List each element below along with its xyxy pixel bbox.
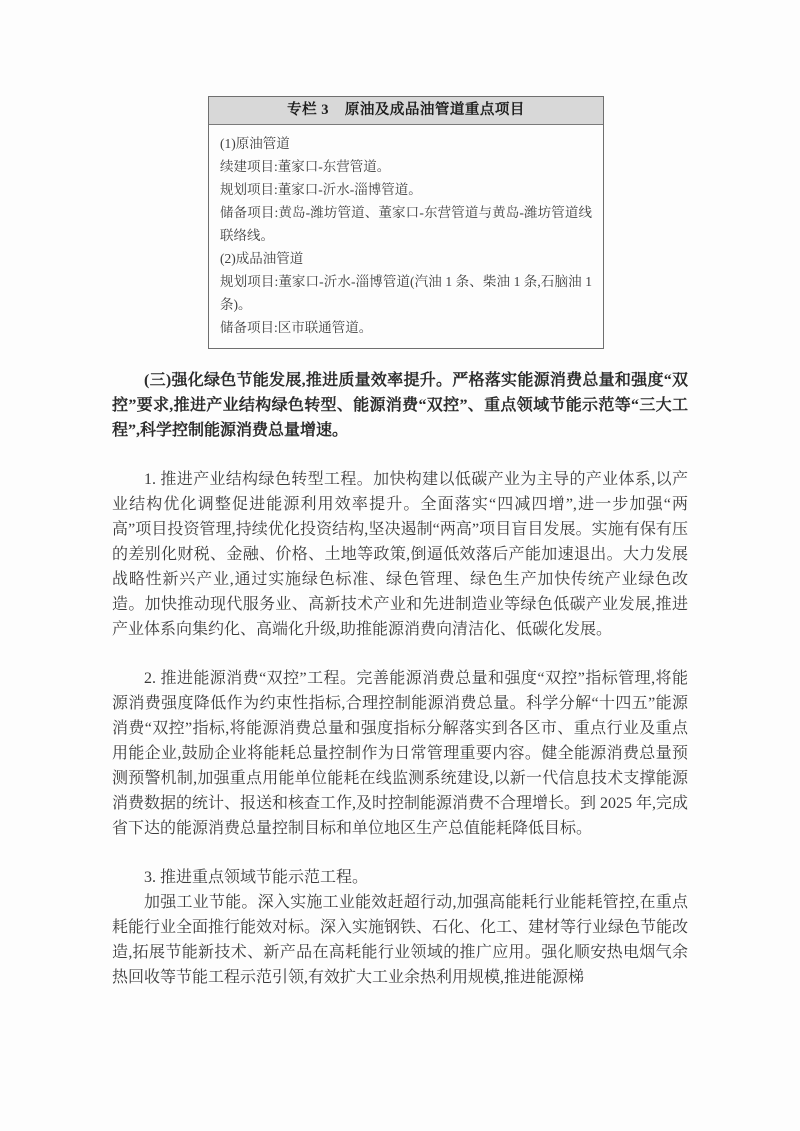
callout-box-line: (2)成品油管道 xyxy=(220,251,304,266)
callout-box-line: 规划项目:董家口-沂水-淄博管道(汽油 1 条、柴油 1 条,石脑油 1 条)。 xyxy=(220,274,592,312)
document-body xyxy=(112,368,688,1014)
callout-box-line: 规划项目:董家口-沂水-淄博管道。 xyxy=(220,182,422,197)
callout-box-label: 专栏 3 xyxy=(287,102,329,118)
paragraph-item-1: 1. 推进产业结构绿色转型工程。加快构建以低碳产业为主导的产业体系,以产业结构优化调整促进能源利用效率提升。全面落实“四减四增”,进一步加强“两高”项目投资管理,持续优化投资结构,坚决遏制“两高”项目盲目发展。实施有保有压的差别化财税、金融、价格、土地等政策,倒逼低效落后产能加速退出。大力发展战略性新兴产业,通过实施绿色标准、绿色管理、绿色生产加快传统产业绿色改造。加快推动现代服务业、高新技术产业和先进制造业等绿色低碳产业发展,推进产业体系向集约化、高端化升级,助推能源消费向清洁化、低碳化发展。 xyxy=(112,471,688,638)
callout-box xyxy=(208,96,604,349)
callout-box-line: 储备项目:区市联通管道。 xyxy=(220,320,373,335)
paragraph-industry-energy-saving: 加强工业节能。深入实施工业能效赶超行动,加强高能耗行业能耗管控,在重点耗能行业全面推行能效对标。深入实施钢铁、石化、化工、建材等行业绿色节能改造,拓展节能新技术、新产品在高耗能行业领域的推广应用。强化顺安热电烟气余热回收等节能工程示范引领,有效扩大工业余热利用规模,推进能源梯 xyxy=(112,894,689,986)
callout-box-line: 储备项目:黄岛-潍坊管道、董家口-东营管道与黄岛-潍坊管道线联络线。 xyxy=(220,205,592,243)
paragraph-item-3: 3. 推进重点领域节能示范工程。 xyxy=(144,869,369,886)
paragraph-item-2: 2. 推进能源消费“双控”工程。完善能源消费总量和强度“双控”指标管理,将能源消费强度降低作为约束性指标,合理控制能源消费总量。科学分解“十四五”能源消费“双控”指标,将能源消费总量和强度指标分解落实到各区市、重点行业及重点用能企业,鼓励企业将能耗总量控制作为日常管理重要内容。健全能源消费总量预测预警机制,加强重点用能单位能耗在线监测系统建设,以新一代信息技术支撑能源消费数据的统计、报送和核查工作,及时控制能源消费不合理增长。到 2025 年,完成省下达的能源消费总量控制目标和单位地区生产总值能耗降低目标。 xyxy=(112,670,689,837)
paragraph-section-heading: (三)强化绿色节能发展,推进质量效率提升。严格落实能源消费总量和强度“双控”要求,推进产业结构绿色转型、能源消费“双控”、重点领域节能示范等“三大工程”,科学控制能源消费总量增速。 xyxy=(112,372,688,439)
callout-box-title: 原油及成品油管道重点项目 xyxy=(344,102,525,118)
callout-box-line: 续建项目:董家口-东营管道。 xyxy=(220,159,391,174)
callout-box-line: (1)原油管道 xyxy=(220,136,290,151)
callout-box-body xyxy=(209,125,603,348)
callout-box-header xyxy=(209,97,603,125)
